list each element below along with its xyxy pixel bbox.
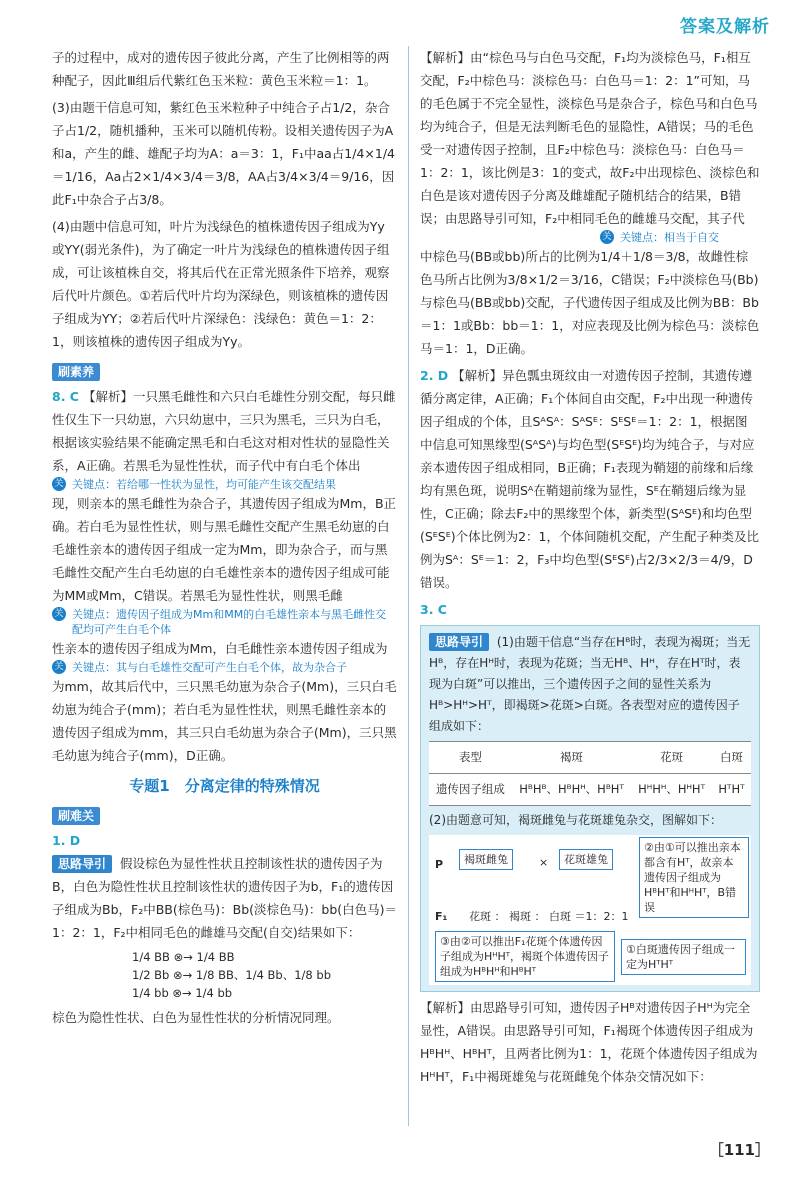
- guide-label: 思路导引: [52, 855, 112, 873]
- table-header: 表型: [429, 742, 512, 774]
- paragraph: (1)由题干信息“当存在Hᴮ时，表现为褐斑；当无Hᴮ，存在Hᴴ时，表现为花斑；当无Hᴮ、Hᴴ，存在Hᵀ时，表现为白斑”可以推出，三个遗传因子之间的显性关系为Hᴮ>Hᴴ>Hᵀ，即褐斑>花斑>白斑。各表型对应的遗传因子组成如下：: [429, 635, 751, 733]
- p-label: P: [435, 858, 444, 871]
- cross-symbol: ×: [539, 856, 549, 869]
- genotype-table: [429, 741, 751, 806]
- diagram-row: 1/4 BB ⊗→ 1/4 BB: [132, 950, 235, 964]
- section-tag: 刷素养: [52, 363, 100, 381]
- question-number: 2. D: [420, 368, 449, 383]
- paragraph: 性亲本的遗传因子组成为Mm，白毛雌性亲本遗传因子组成为: [52, 641, 388, 656]
- key-point: [52, 477, 397, 492]
- key-text: 关键点：相当于自交: [620, 231, 719, 244]
- note-3: ③由②可以推出F₁花斑个体遗传因子组成为HᴴHᵀ，褐斑个体遗传因子组成为HᴮHᴴ和HᴮHᵀ: [435, 931, 615, 982]
- diagram-row: 1/2 Bb ⊗→ 1/8 BB、1/4 Bb、1/8 bb: [132, 968, 331, 982]
- key-point: [52, 607, 397, 637]
- table-cell: HᵀHᵀ: [712, 774, 751, 806]
- female-box: 褐斑雌兔: [459, 849, 513, 870]
- key-text: 关键点：其与白毛雄性交配可产生白毛个体，故为杂合子: [72, 661, 347, 674]
- key-point: [600, 230, 760, 245]
- paragraph: (4)由题中信息可知，叶片为浅绿色的植株遗传因子组成为Yy或YY(弱光条件)，为了确定一叶片为浅绿色的植株遗传因子组成，可让该植株自交，将其后代在正常光照条件下培养，观察后代叶片颜色。①若后代叶片均为深绿色，则该植株的遗传因子组成为YY；②若后代叶片深绿色：浅绿色：黄色＝1：2：1，则该植株的遗传因子组成为Yy。: [52, 219, 390, 349]
- paragraph: 【解析】由思路导引可知，遗传因子Hᴮ对遗传因子Hᴴ为完全显性，A错误。由思路导引可知，F₁褐斑个体遗传因子组成为HᴮHᴴ、HᴮHᵀ，且两者比例为1：1，花斑个体遗传因子组成为HᴴHᵀ，F₁中褐斑雄兔与花斑雌兔个体杂交情况如下：: [420, 1000, 758, 1084]
- key-icon: 关: [52, 607, 66, 621]
- guide-label: 思路导引: [429, 633, 489, 651]
- paragraph: 子的过程中，成对的遗传因子彼此分离，产生了比例相等的两种配子，因此Ⅲ组后代紫红色玉米粒：黄色玉米粒＝1：1。: [52, 50, 390, 88]
- paragraph: 假设棕色为显性性状且控制该性状的遗传因子为B，白色为隐性性状且控制该性状的遗传因子为b，F₁的遗传因子组成为Bb，F₂中BB(棕色马)：Bb(淡棕色马)：bb(白色马)＝1：2：1，F₂中相同毛色的雌雄马交配(自交)结果如下：: [52, 856, 398, 940]
- note-2: ②由①可以推出亲本都含有Hᵀ，故亲本遗传因子组成为HᴮHᵀ和HᴴHᵀ，B错误: [639, 837, 749, 918]
- paragraph: 【解析】一只黑毛雌性和六只白毛雄性分别交配，每只雌性仅生下一只幼崽，六只幼崽中，三只为黑毛，三只为白毛，根据该实验结果不能确定黑毛和白毛这对相对性状的显隐性关系，A正确。若黑毛为显性性状，而子代中有白毛个体出: [52, 389, 396, 473]
- key-point: [52, 660, 397, 675]
- table-header: 白斑: [712, 742, 751, 774]
- paragraph: (3)由题干信息可知，紫红色玉米粒种子中纯合子占1/2，杂合子占1/2，随机播种，玉米可以随机传粉。设相关遗传因子为A和a，产生的雌、雄配子均为A：a＝3：1，F₁中aa占1/4×1/4＝1/16，Aa占2×1/4×3/4＝3/8，AA占3/4×3/4＝9/16，因此F₁中杂合子占3/8。: [52, 100, 396, 207]
- paragraph: (2)由题意可知，褐斑雌兔与花斑雄兔杂交，图解如下：: [429, 813, 723, 827]
- question-2: [420, 364, 760, 594]
- guide-box: [420, 625, 760, 992]
- guide-paragraph: [52, 852, 397, 944]
- column-divider: [408, 46, 409, 1126]
- question-number: 8. C: [52, 389, 79, 404]
- header-title: 答案及解析: [680, 17, 770, 37]
- key-icon: 关: [52, 477, 66, 491]
- section-tag: 刷难关: [52, 807, 100, 825]
- f1-label: F₁: [435, 910, 448, 923]
- diagram-row: 1/4 bb ⊗→ 1/4 bb: [132, 986, 233, 1000]
- note-1: ①白斑遗传因子组成一定为HᵀHᵀ: [621, 939, 746, 975]
- right-column: [420, 46, 760, 1088]
- key-icon: 关: [600, 230, 614, 244]
- key-icon: 关: [52, 660, 66, 674]
- table-cell: HᴮHᴮ、HᴮHᴴ、HᴮHᵀ: [512, 774, 631, 806]
- key-text: 关键点：若给哪一性状为显性，均可能产生该交配结果: [72, 478, 336, 491]
- cross-diagram: [429, 835, 751, 985]
- question-8: [52, 385, 397, 477]
- f1-row: 花斑 ： 褐斑 ： 白斑 ＝1：2：1: [469, 910, 629, 923]
- table-header: 花斑: [631, 742, 712, 774]
- table-header: 褐斑: [512, 742, 631, 774]
- paragraph: 【解析】异色瓢虫斑纹由一对遗传因子控制，其遗传遵循分离定律，A正确；F₁个体间自由交配，F₂中出现一种遗传因子组成的个体，且SᴬSᴬ：SᴬSᴱ：SᴱSᴱ＝1：2：1，根据图中信息可知黑缘型(SᴬSᴬ)与均色型(SᴱSᴱ)均为纯合子，与对应亲本遗传因子组成相同，B正确；F₁表现为鞘翅的前缘和后缘均有黑色斑，说明Sᴬ在鞘翅前缘为显性，Sᴱ在鞘翅后缘为显性，C正确；除去F₂中的黑缘型个体，新类型(SᴬSᴱ)和均色型(SᴱSᴱ)个体比例为2：1，个体间随机交配，产生配子种类及比例为Sᴬ：Sᴱ＝1：2，F₃中均色型(SᴱSᴱ)占2/3×2/3＝4/9，D错误。: [420, 368, 759, 590]
- page-number: ［111］: [708, 1141, 770, 1159]
- paragraph: 为mm，故其后代中，三只黑毛幼崽为杂合子(Mm)，三只白毛幼崽为纯合子(mm)；若白毛为显性性状，则黑毛雌性亲本的遗传因子组成为mm，其三只白毛幼崽为杂合子(Mm)，三只黑毛幼崽为纯合子(mm)，D正确。: [52, 679, 397, 763]
- key-text: 关键点：遗传因子组成为Mm和MM的白毛雄性亲本与黑毛雌性交配均可产生白毛个体: [72, 608, 387, 636]
- paragraph: 中棕色马(BB或bb)所占的比例为1/4＋1/8＝3/8，故雌性棕色马所占比例为3/8×1/2＝3/16，C错误；F₂中淡棕色马(Bb)与棕色马(BB或bb)交配，子代遗传因子组成及比例为BB：Bb＝1：1或Bb：bb＝1：1，对应表现及比例为棕色马：淡棕色马＝1：1，D正确。: [420, 249, 760, 356]
- topic-title: 专题1 分离定律的特殊情况: [129, 777, 320, 795]
- left-column: [52, 46, 397, 1029]
- paragraph: 棕色为隐性性状、白色为显性性状的分析情况同理。: [52, 1010, 340, 1025]
- question-number: 3. C: [420, 602, 447, 617]
- question-number: 1. D: [52, 833, 81, 848]
- paragraph: 现，则亲本的黑毛雌性为杂合子，其遗传因子组成为Mm，B正确。若白毛为显性性状，则与黑毛雌性交配产生黑毛幼崽的白毛雄性亲本的遗传因子组成一定为Mm，即为杂合子，而与黑毛雌性交配产生白毛幼崽的白毛雄性亲本的遗传因子组成可能为MM或Mm，C错误。若黑毛为显性性状，则黑毛雌: [52, 496, 397, 603]
- male-box: 花斑雄兔: [559, 849, 613, 870]
- table-cell: HᴴHᴴ、HᴴHᵀ: [631, 774, 712, 806]
- paragraph: 【解析】由“棕色马与白色马交配，F₁均为淡棕色马，F₁相互交配，F₂中棕色马：淡棕色马：白色马＝1：2：1”可知，马的毛色属于不完全显性，淡棕色马是杂合子，棕色马和白色马均为纯合子，但是无法判断毛色的显隐性，A错误；马的毛色受一对遗传因子控制，且F₂中棕色马：淡棕色马：白色马＝1：2：1，该比例是3：1的变式，故F₂中出现棕色、淡棕色和白色是该对遗传因子分离及雌雄配子随机结合的结果，B错误；由思路导引可知，F₂中相同毛色的雌雄马交配，其子代: [420, 50, 760, 226]
- selfing-diagram: [132, 948, 397, 1002]
- table-cell: 遗传因子组成: [429, 774, 512, 806]
